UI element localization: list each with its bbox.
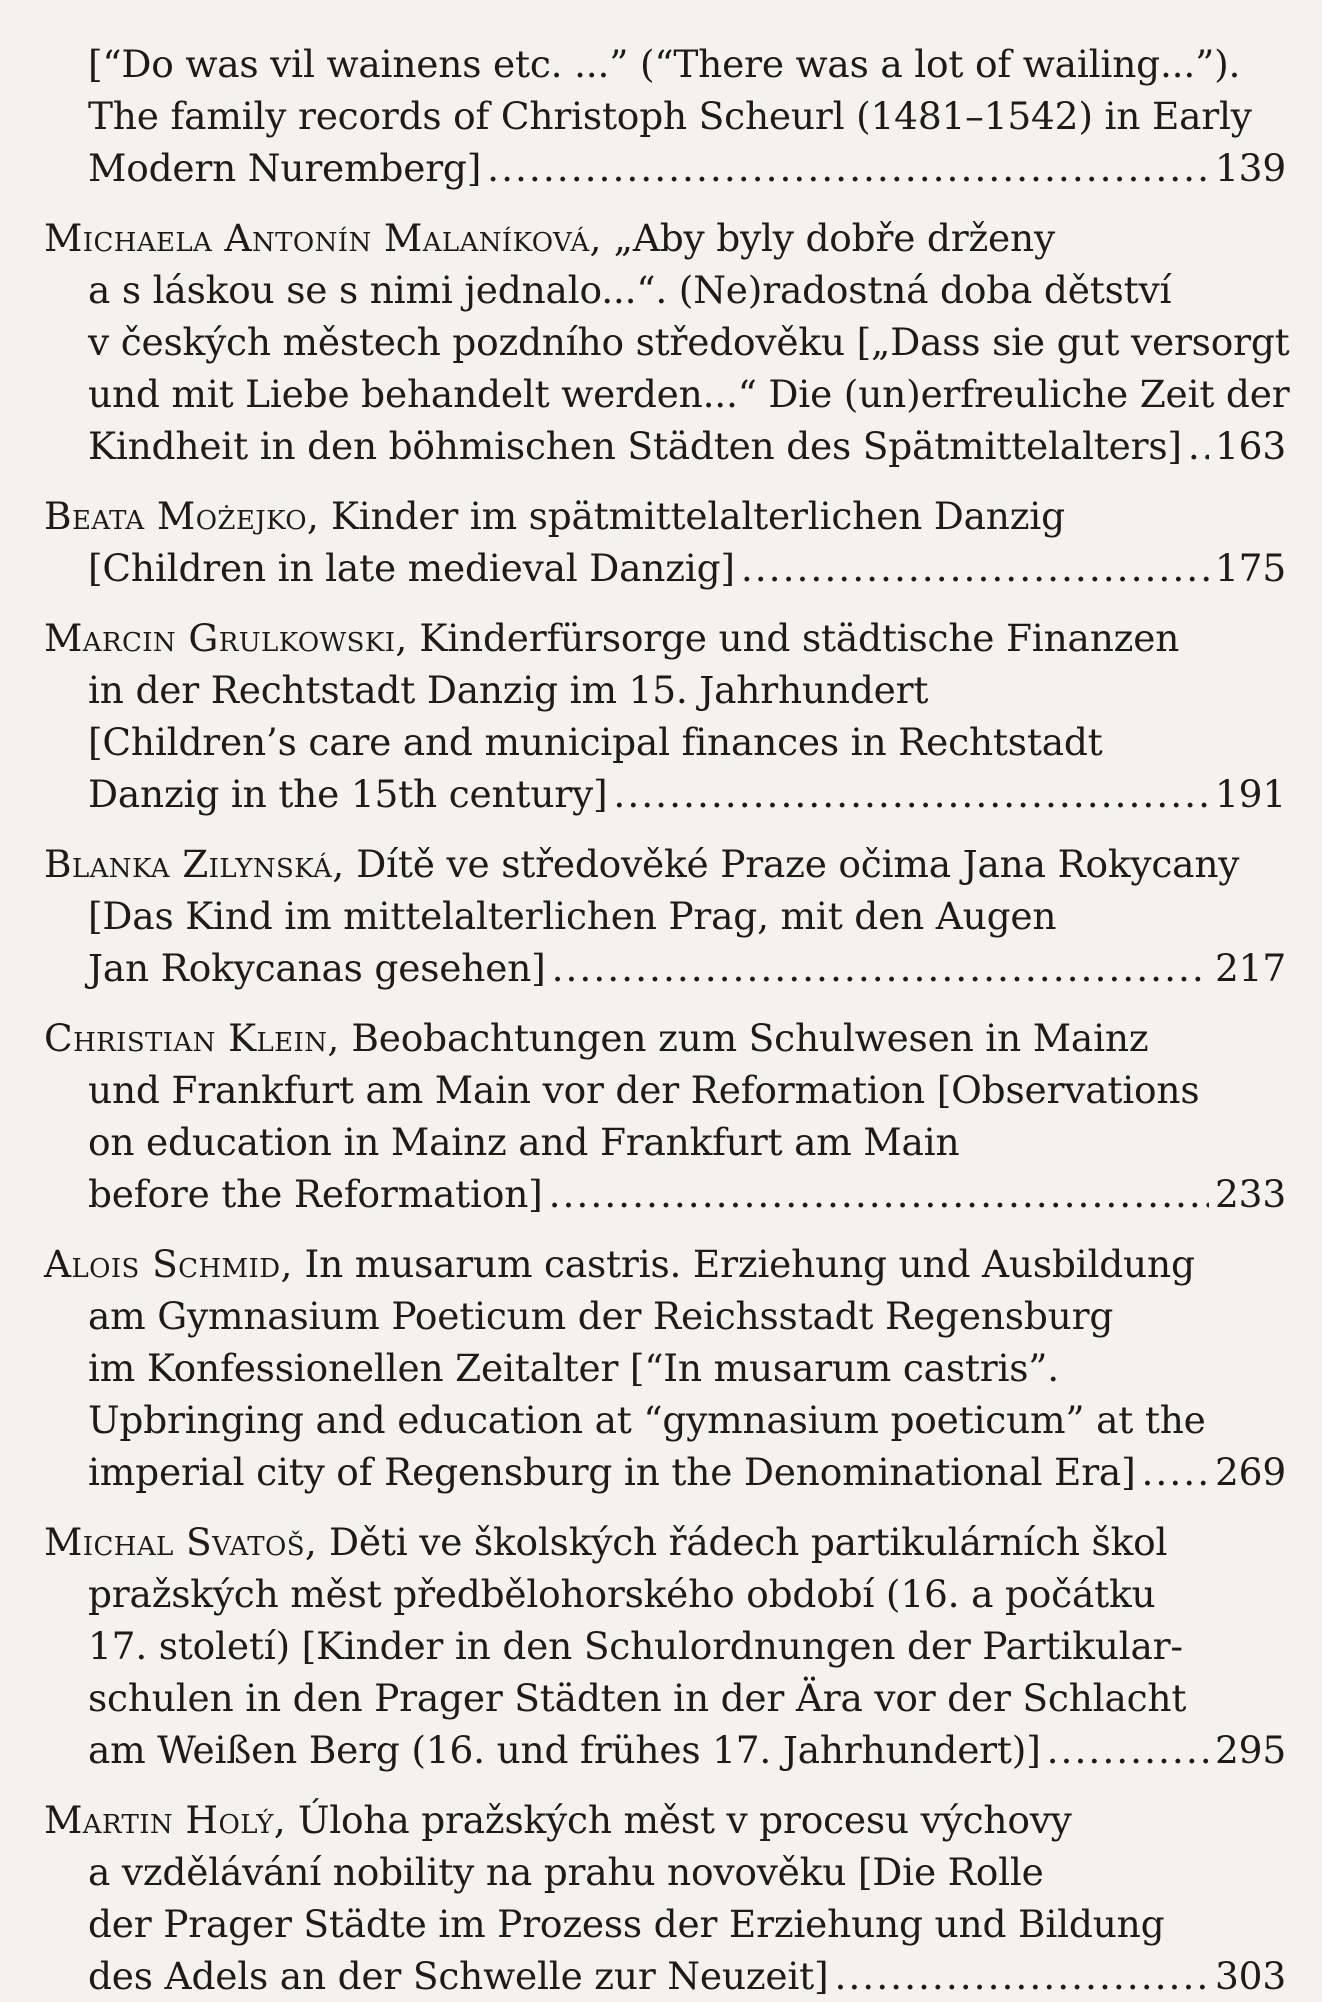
toc-line [44,1394,1286,1446]
dot-leader [1142,1446,1210,1498]
author-name: Alois Schmid, [44,1242,293,1286]
title-text: des Adels an der Schwelle zur Neuzeit] [88,1954,829,1998]
page-number: 175 [1215,546,1286,590]
toc-line [44,1446,1286,1498]
title-text: imperial city of Regensburg in the Denominational Era] [88,1450,1136,1494]
toc-line [44,1342,1286,1394]
toc-line [44,838,1286,890]
toc-entry [44,612,1286,820]
toc-line [44,316,1290,368]
title-text: am Weißen Berg (16. und frühes 17. Jahrhundert)] [88,1728,1041,1772]
title-text: am Gymnasium Poeticum der Reichsstadt Regensburg [88,1294,1114,1338]
toc-line [44,264,1286,316]
toc-line [44,420,1286,472]
toc-line [44,768,1286,820]
title-text: in der Rechtstadt Danzig im 15. Jahrhundert [88,668,929,712]
toc-line [44,542,1286,594]
toc-line [44,1238,1286,1290]
title-text: a vzdělávání nobility na prahu novověku [Die Rolle [88,1850,1044,1894]
author-name: Christian Klein, [44,1016,340,1060]
title-text: pražských měst předbělohorského období (16. a počátku [88,1572,1156,1616]
toc-line [44,1116,1286,1168]
title-text: Kinder im spätmittelalterlichen Danzig [319,494,1065,538]
dot-leader [487,142,1209,194]
toc-line [44,1064,1286,1116]
toc-line [44,612,1286,664]
page-number: 233 [1215,1172,1286,1216]
toc-line [44,368,1290,420]
toc-line [44,490,1286,542]
page-number: 303 [1215,1954,1286,1998]
toc-line [44,38,1286,90]
title-text: Upbringing and education at “gymnasium poeticum” at the [88,1398,1206,1442]
toc-line [44,716,1286,768]
toc-line [44,664,1286,716]
dot-leader [613,768,1209,820]
title-text: Kindheit in den böhmischen Städten des Spätmittelalters] [88,424,1182,468]
title-text: Děti ve školských řádech partikulárních škol [317,1520,1168,1564]
toc-line [44,1846,1286,1898]
toc-line [44,212,1286,264]
toc-line [44,1168,1286,1220]
page-number: 139 [1215,146,1286,190]
page-number: 217 [1215,946,1286,990]
title-text: Dítě ve středověké Praze očima Jana Rokycany [344,842,1240,886]
toc-entry [44,1238,1286,1498]
toc-line [44,1620,1286,1672]
toc-line [44,1516,1286,1568]
title-text: In musarum castris. Erziehung und Ausbildung [292,1242,1195,1286]
dot-leader [834,1950,1209,2002]
toc-entry [44,490,1286,594]
title-text: Jan Rokycanas gesehen] [88,946,546,990]
toc-line [44,1950,1286,2002]
title-text: im Konfessionellen Zeitalter [“In musarum castris”. [88,1346,1059,1390]
author-name: Blanka Zilynská, [44,842,345,886]
toc-entry [44,1012,1286,1220]
toc-line [44,1898,1286,1950]
toc-entry [44,1516,1286,1776]
author-name: Marcin Grulkowski, [44,616,408,660]
title-text: [Children in late medieval Danzig] [88,546,735,590]
toc-line [44,1672,1286,1724]
author-name: Martin Holý, [44,1798,287,1842]
title-text: Modern Nuremberg] [88,146,482,190]
title-text: [Children’s care and municipal finances in Rechtstadt [88,720,1103,764]
title-text: und Frankfurt am Main vor der Reformation [Observations [88,1068,1200,1112]
title-text: Beobachtungen zum Schulwesen in Mainz [339,1016,1149,1060]
title-text: und mit Liebe behandelt werden...“ Die (un)erfreuliche Zeit der [88,372,1290,416]
dot-leader [552,942,1209,994]
title-text: [Das Kind im mittelalterlichen Prag, mit den Augen [88,894,1057,938]
toc-line [44,1794,1286,1846]
toc-line [44,90,1286,142]
toc-line [44,1012,1286,1064]
toc-line [44,890,1286,942]
dot-leader [549,1168,1209,1220]
toc-line [44,1568,1286,1620]
dot-leader [741,542,1209,594]
title-text: 17. století) [Kinder in den Schulordnungen der Partikular- [88,1624,1183,1668]
page-number: 269 [1215,1450,1286,1494]
title-text: Úloha pražských měst v procesu výchovy [286,1798,1072,1842]
title-text: on education in Mainz and Frankfurt am Main [88,1120,960,1164]
toc-line [44,142,1286,194]
title-text: before the Reformation] [88,1172,543,1216]
toc-entry [44,1794,1286,2002]
page-number: 163 [1215,424,1286,468]
title-text: Danzig in the 15th century] [88,772,608,816]
title-text: [“Do was vil wainens etc. ...” (“There was a lot of wailing...”). [88,42,1241,86]
page-number: 191 [1215,772,1286,816]
dot-leader [1188,420,1209,472]
title-text: v českých městech pozdního středověku [„Dass sie gut versorgt [88,320,1290,364]
author-name: Michal Svatoš, [44,1520,318,1564]
author-name: Beata Możejko, [44,494,320,538]
title-text: a s láskou se s nimi jednalo...“. (Ne)radostná doba dětství [88,268,1172,312]
toc-entry [44,38,1286,194]
title-text: „Aby byly dobře drženy [601,216,1055,260]
page-number: 295 [1215,1728,1286,1772]
toc-line [44,1724,1286,1776]
toc-entry [44,212,1290,472]
title-text: Kinderfürsorge und städtische Finanzen [407,616,1180,660]
title-text: schulen in den Prager Städten in der Ära vor der Schlacht [88,1676,1187,1720]
author-name: Michaela Antonín Malaníková, [44,216,602,260]
toc-line [44,942,1286,994]
dot-leader [1047,1724,1209,1776]
toc-entry [44,838,1286,994]
title-text: der Prager Städte im Prozess der Erziehung und Bildung [88,1902,1165,1946]
title-text: The family records of Christoph Scheurl (1481–1542) in Early [88,94,1252,138]
toc-line [44,1290,1286,1342]
